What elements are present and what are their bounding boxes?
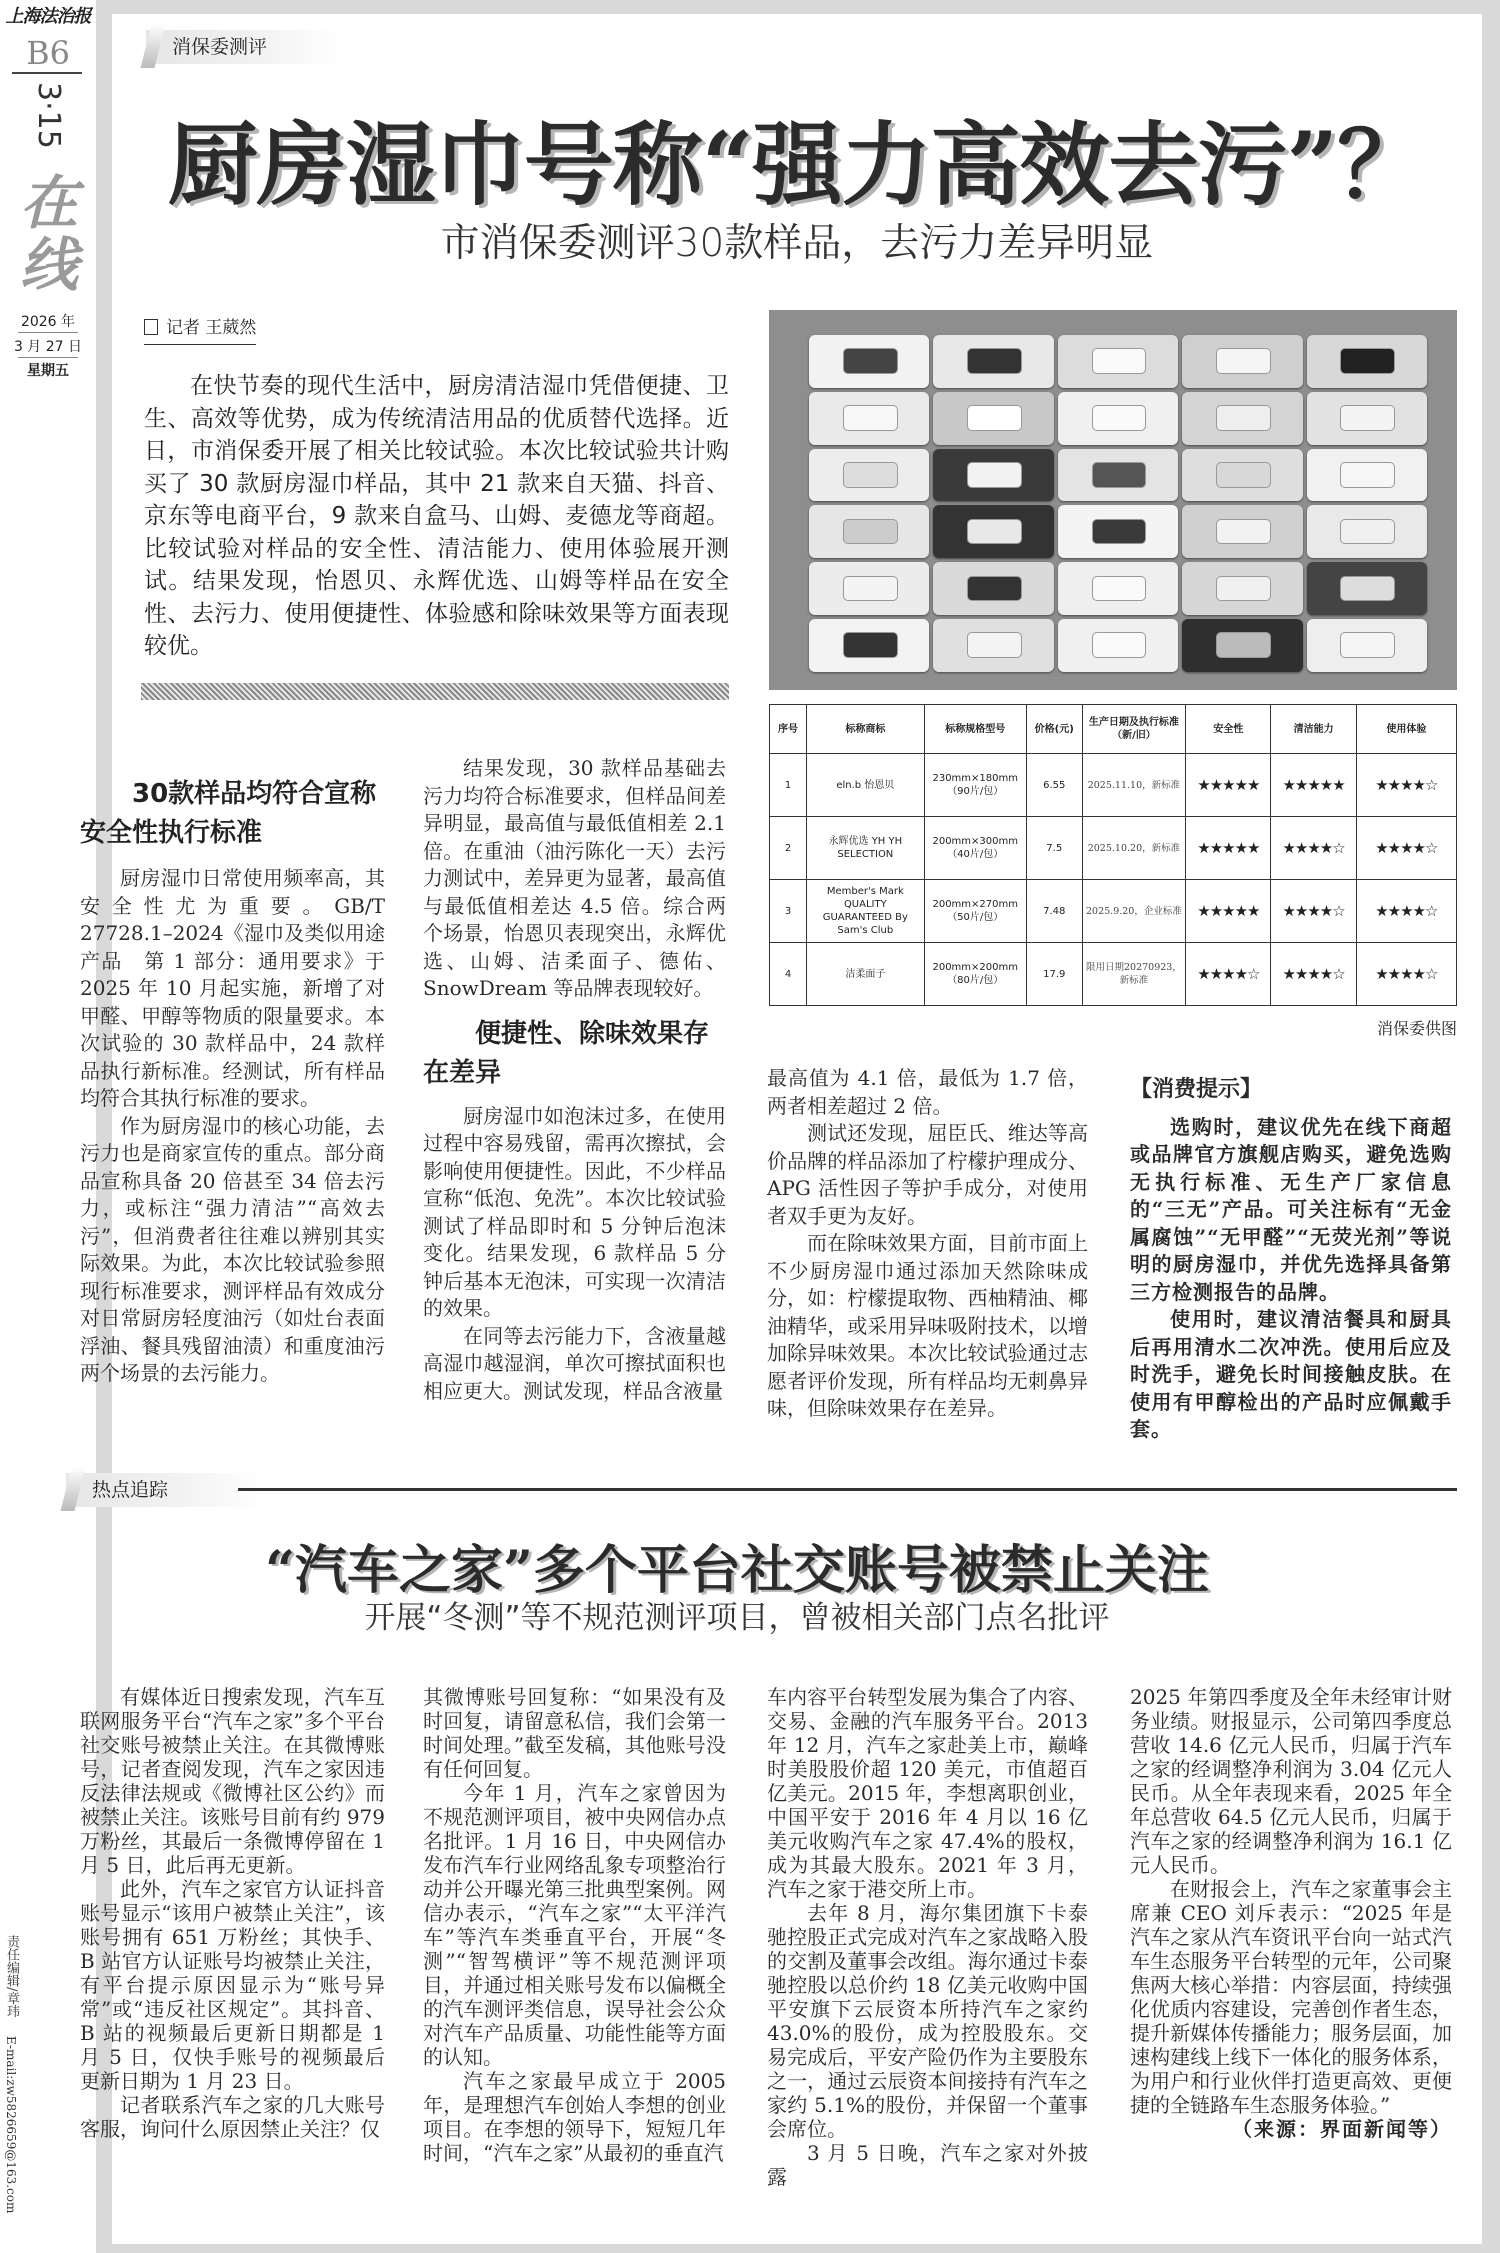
- weekday: 星期五: [27, 363, 69, 379]
- wipes-package: [933, 619, 1053, 672]
- paragraph: 其微博账号回复称：“如果没有及时回复，请留意私信，我们会第一时间处理。”截至发稿，其他账号没有任何回复。: [423, 1685, 726, 1781]
- brand-cell: eln.b 怡恩贝: [807, 754, 924, 817]
- package-lid: [1216, 576, 1271, 602]
- brand-cell: Member's Mark QUALITY GUARANTEED By Sam's Club: [807, 880, 924, 943]
- package-lid: [1092, 462, 1147, 488]
- wipes-package: [1058, 505, 1178, 558]
- wipes-package: [809, 505, 929, 558]
- cleaning-rating-stars: ★★★★★: [1271, 754, 1356, 817]
- article1-column-2: [423, 755, 726, 1405]
- divider: [18, 332, 78, 333]
- package-lid: [1340, 405, 1395, 431]
- table-header-cell: 序号: [770, 705, 807, 754]
- cleaning-rating-stars: ★★★★☆: [1271, 817, 1356, 880]
- wipes-package: [1182, 619, 1302, 672]
- editor-email: E-mail:zw5826659@163.com: [4, 2035, 18, 2213]
- table-header-row: [770, 705, 1457, 754]
- package-lid: [967, 519, 1022, 545]
- package-lid: [1216, 632, 1271, 658]
- paragraph: 车内容平台转型发展为集合了内容、交易、金融的汽车服务平台。2013 年 12 月，汽车之家赴美上市，巅峰时美股股价超 120 美元，市值超百亿美元。2015 年，李想离职创业，中国平安于 2016 年 4 月以 16 亿美元收购汽车之家 47.4%的股权，成为其最大股东。2021 年 3 月，汽车之家于港交所上市。: [767, 1685, 1088, 1901]
- table-header-cell: 价格(元): [1026, 705, 1082, 754]
- row-number: 2: [770, 817, 807, 880]
- row-number: 4: [770, 943, 807, 1006]
- subheading: 安全性执行标准: [80, 818, 263, 848]
- wipes-package: [1182, 505, 1302, 558]
- paragraph: 选购时，建议优先在线下商超或品牌官方旗舰店购买，避免选购无执行标准、无生产厂家信息的“三无”产品。可关注标有“无金属腐蚀”“无甲醛”“无荧光剂”等说明的厨房湿巾，并优先选择具备第三方检测报告的品牌。: [1130, 1114, 1452, 1304]
- brand-cell: 洁柔面子: [807, 943, 924, 1006]
- package-lid: [967, 462, 1022, 488]
- spec-cell: 200mm×270mm（50片/包）: [924, 880, 1026, 943]
- date-standard-cell: 2025.9.20，企业标准: [1082, 880, 1186, 943]
- package-lid: [1092, 632, 1147, 658]
- table-header-cell: 安全性: [1186, 705, 1271, 754]
- experience-rating-stars: ★★★★☆: [1356, 817, 1456, 880]
- paragraph: 在财报会上，汽车之家董事会主席兼 CEO 刘斥表示：“2025 年是汽车之家从汽车资讯平台向一站式汽车生态服务平台转型的元年，公司聚焦两大核心举措：内容层面，持续强化优质内容建设，完善创作者生态，提升新媒体传播能力；服务层面，加速构建线上线下一体化的服务体系，为用户和行业伙伴打造更高效、更便捷的全链路车生态服务体验。”: [1130, 1877, 1452, 2117]
- wipes-package: [1307, 335, 1427, 388]
- article1-column-1: [80, 775, 385, 1388]
- intro-paragraph: 在快节奏的现代生活中，厨房清洁湿巾凭借便捷、卫生、高效等优势，成为传统清洁用品的优质替代选择。近日，市消保委开展了相关比较试验。本次比较试验共计购买了 30 款厨房湿巾样品，其中 21 款来自天猫、抖音、京东等电商平台，9 款来自盒马、山姆、麦德龙等商超。比较试验对样品的安全性、清洁能力、使用体验展开测试。结果发现，怡恩贝、永辉优选、山姆等样品在安全性、去污力、使用便捷性、体验感和除味效果等方面表现较优。: [144, 373, 729, 659]
- wipes-package: [933, 392, 1053, 445]
- package-lid: [967, 576, 1022, 602]
- package-lid: [843, 405, 898, 431]
- package-lid: [843, 348, 898, 374]
- wipes-package: [1182, 449, 1302, 502]
- table-row: [770, 880, 1457, 943]
- wipes-package: [1182, 392, 1302, 445]
- wipes-package: [1058, 619, 1178, 672]
- subheading: 便捷性、除味效果存: [475, 1018, 710, 1049]
- package-lid: [843, 462, 898, 488]
- price-cell: 6.55: [1026, 754, 1082, 817]
- package-lid: [843, 576, 898, 602]
- newspaper-logo: 上海法治报: [5, 6, 91, 27]
- wipes-package: [1307, 505, 1427, 558]
- wipes-package: [933, 449, 1053, 502]
- article1-column-3: [767, 1065, 1088, 1423]
- spec-cell: 230mm×180mm（90片/包）: [924, 754, 1026, 817]
- safety-rating-stars: ★★★★★: [1186, 754, 1271, 817]
- section-tag: 消保委测评: [146, 30, 342, 64]
- date-day: 3 月 27 日: [13, 339, 83, 355]
- divider: [18, 357, 78, 358]
- paragraph: 3 月 5 日晚，汽车之家对外披露: [767, 2141, 1088, 2189]
- package-lid: [1092, 348, 1147, 374]
- package-lid: [1092, 405, 1147, 431]
- byline-text: 记者 王葳然: [166, 318, 257, 338]
- product-photo: [769, 310, 1457, 690]
- subheadline: 开展“冬测”等不规范测评项目，曾被相关部门点名批评: [364, 1600, 1110, 1636]
- safety-rating-stars: ★★★★☆: [1186, 943, 1271, 1006]
- package-lid: [843, 632, 898, 658]
- paragraph: 厨房湿巾如泡沫过多，在使用过程中容易残留，需再次擦拭，会影响使用便捷性。因此，不少样品宣称“低泡、免洗”。本次比较试验测试了样品即时和 5 分钟后泡沫变化。结果发现，6 款样品 5 分钟后基本无泡沫，可实现一次清洁的效果。: [423, 1103, 726, 1320]
- paragraph: 而在除味效果方面，目前市面上不少厨房湿巾通过添加天然除味成分，如：柠檬提取物、西柚精油、椰油精华，或采用异味吸附技术，以增加除异味效果。本次比较试验通过志愿者评价发现，所有样品均无刺鼻异味，但除味效果存在差异。: [767, 1231, 1088, 1420]
- paragraph: 使用时，建议清洁餐具和厨具后再用清水二次冲洗。使用后应及时洗手，避免长时间接触皮肤。在使用有甲醇检出的产品时应佩戴手套。: [1130, 1307, 1452, 1441]
- experience-rating-stars: ★★★★☆: [1356, 880, 1456, 943]
- wipes-package: [1182, 335, 1302, 388]
- paragraph: 汽车之家最早成立于 2005 年，是理想汽车创始人李想的创业项目。在李想的领导下，短短几年时间，“汽车之家”从最初的垂直汽: [423, 2069, 726, 2165]
- section-315: 3·15: [31, 82, 66, 149]
- subheadline: 市消保委测评30款样品，去污力差异明显: [440, 221, 1154, 266]
- safety-rating-stars: ★★★★★: [1186, 880, 1271, 943]
- wipes-package: [933, 505, 1053, 558]
- paragraph: 厨房湿巾日常使用频率高，其安全性尤为重要。GB/T 27728.1–2024《湿巾及类似用途产品 第 1 部分：通用要求》于 2025 年 10 月起实施，新增了对甲醛、甲醇等物质的限量要求。本次试验的 30 款样品中，24 款样品执行新标准。经测试，所有样品均符合其执行标准的要求。: [80, 866, 385, 1110]
- comparison-table: [769, 704, 1457, 1006]
- paragraph: 2025 年第四季度及全年未经审计财务业绩。财报显示，公司第四季度总营收 14.6 亿元人民币，归属于汽车之家的经调整净利润为 3.04 亿元人民币。从全年表现来看，2025 年全年总营收 64.5 亿元人民币，归属于汽车之家的经调整净利润为 16.1 亿元人民币。: [1130, 1685, 1452, 1877]
- wipes-package: [933, 335, 1053, 388]
- cleaning-rating-stars: ★★★★☆: [1271, 880, 1356, 943]
- paragraph: 此外，汽车之家官方认证抖音账号显示“该用户被禁止关注”，该账号拥有 651 万粉丝；其快手、B 站官方认证账号均被禁止关注，有平台提示原因显示为“账号异常”或“违反社区规定”。其抖音、B 站的视频最后更新日期都是 1 月 5 日，仅快手账号的视频最后更新日期为 1 月 23 日。: [80, 1877, 385, 2093]
- package-lid: [1340, 519, 1395, 545]
- package-lid: [1216, 348, 1271, 374]
- experience-rating-stars: ★★★★☆: [1356, 943, 1456, 1006]
- date-standard-cell: 2025.11.10，新标准: [1082, 754, 1186, 817]
- headline: “汽车之家”多个平台社交账号被禁止关注: [265, 1540, 1209, 1601]
- wipes-package: [1307, 392, 1427, 445]
- wipes-package: [1058, 562, 1178, 615]
- subheading: 在差异: [423, 1057, 502, 1088]
- wipes-package: [809, 619, 929, 672]
- section-online: 在线: [19, 169, 78, 299]
- wipes-package: [1307, 449, 1427, 502]
- paragraph: 测试还发现，屈臣氏、维达等高价品牌的样品添加了柠檬护理成分、APG 活性因子等护手成分，对使用者双手更为友好。: [767, 1121, 1088, 1228]
- wipes-package: [1058, 392, 1178, 445]
- page-number: B6: [26, 34, 70, 72]
- article2-column-2: [423, 1685, 726, 2165]
- package-lid: [1340, 632, 1395, 658]
- package-lid: [967, 632, 1022, 658]
- article2-column-3: [767, 1685, 1088, 2189]
- price-cell: 7.5: [1026, 817, 1082, 880]
- spec-cell: 200mm×300mm（40片/包）: [924, 817, 1026, 880]
- wipes-package: [809, 449, 929, 502]
- brand-cell: 永辉优选 YH YH SELECTION: [807, 817, 924, 880]
- divider: [12, 72, 82, 74]
- paragraph: 有媒体近日搜索发现，汽车互联网服务平台“汽车之家”多个平台社交账号被禁止关注。在其微博账号，记者查阅发现，汽车之家因违反法律法规或《微博社区公约》而被禁止关注。该账号目前有约 979 万粉丝，其最后一条微博停留在 1 月 5 日，此后再无更新。: [80, 1685, 385, 1877]
- date-year: 2026 年: [20, 314, 76, 330]
- section-rule: [238, 1488, 1457, 1491]
- wipes-package: [1058, 335, 1178, 388]
- package-lid: [967, 348, 1022, 374]
- safety-rating-stars: ★★★★★: [1186, 817, 1271, 880]
- paragraph: 结果发现，30 款样品基础去污力均符合标准要求，但样品间差异明显，最高值与最低值相差 2.1 倍。在重油（油污陈化一天）去污力测试中，差异更为显著，最高值与最低值相差达 4.5 倍。综合两个场景，怡恩贝表现突出，永辉优选、山姆、洁柔面子、德佑、SnowDream 等品牌表现较好。: [423, 756, 726, 1000]
- package-lid: [1092, 576, 1147, 602]
- package-lid: [967, 405, 1022, 431]
- article2-column-4: [1130, 1685, 1452, 2141]
- wipes-package: [809, 562, 929, 615]
- package-lid: [1216, 405, 1271, 431]
- tips-title: 【消费提示】: [1130, 1077, 1263, 1102]
- package-lid: [1216, 519, 1271, 545]
- section-tag: 热点追踪: [66, 1473, 264, 1507]
- table-header-cell: 标称商标: [807, 705, 924, 754]
- row-number: 3: [770, 880, 807, 943]
- package-lid: [1216, 462, 1271, 488]
- table-row: [770, 754, 1457, 817]
- paragraph: 记者联系汽车之家的几大账号客服，询问什么原因禁止关注？仅: [80, 2093, 385, 2141]
- date-standard-cell: 限用日期20270923，新标准: [1082, 943, 1186, 1006]
- paragraph: 最高值为 4.1 倍，最低为 1.7 倍，两者相差超过 2 倍。: [767, 1066, 1088, 1118]
- table-header-cell: 生产日期及执行标准（新/旧）: [1082, 705, 1186, 754]
- article2-column-1: [80, 1685, 385, 2141]
- source-credit: （来源：界面新闻等）: [1232, 2117, 1452, 2141]
- wipes-package: [1307, 562, 1427, 615]
- hatched-divider: [141, 683, 729, 700]
- headline: 厨房湿巾号称“强力高效去污”？: [167, 112, 1427, 218]
- subheading: 30款样品均符合宣称: [132, 779, 377, 809]
- byline: [144, 313, 256, 345]
- package-lid: [1092, 519, 1147, 545]
- paragraph: 去年 8 月，海尔集团旗下卡泰驰控股正式完成对汽车之家战略入股的交割及董事会改组。海尔通过卡泰驰控股以总价约 18 亿美元收购中国平安旗下云辰资本所持汽车之家约 43.0%的股份，成为控股股东。交易完成后，平安产险仍作为主要股东之一，通过云辰资本间接持有汽车之家约 5.1%的股份，并保留一个董事会席位。: [767, 1901, 1088, 2141]
- paragraph: 作为厨房湿巾的核心功能，去污力也是商家宣传的重点。部分商品宣称具备 20 倍甚至 34 倍去污力，或标注“强力清洁”“高效去污”，但消费者往往难以辨别其实际效果。为此，本次比较试验参照现行标准要求，测评样品有效成分对日常厨房轻度油污（如灶台表面浮油、餐具残留油渍）和重度油污两个场景的去污能力。: [80, 1113, 385, 1385]
- table-header-cell: 清洁能力: [1271, 705, 1356, 754]
- row-number: 1: [770, 754, 807, 817]
- spec-cell: 200mm×200mm（80片/包）: [924, 943, 1026, 1006]
- package-lid: [1340, 462, 1395, 488]
- byline-box-icon: [144, 319, 158, 335]
- table-header-cell: 标称规格型号: [924, 705, 1026, 754]
- package-lid: [843, 519, 898, 545]
- price-cell: 7.48: [1026, 880, 1082, 943]
- package-lid: [1340, 348, 1395, 374]
- experience-rating-stars: ★★★★☆: [1356, 754, 1456, 817]
- editor-credit: [2, 1935, 20, 2213]
- paragraph: 在同等去污能力下，含液量越高湿巾越湿润，单次可擦拭面积也相应更大。测试发现，样品含液量: [423, 1323, 726, 1403]
- paragraph: 今年 1 月，汽车之家曾因为不规范测评项目，被中央网信办点名批评。1 月 16 日，中央网信办发布汽车行业网络乱象专项整治行动并公开曝光第三批典型案例。网信办表示，“汽车之家”“太平洋汽车”等汽车类垂直平台，开展“冬测”“智驾横评”等不规范测评项目，并通过相关账号发布以偏概全的汽车测评类信息，误导社会公众对汽车产品质量、功能性能等方面的认知。: [423, 1781, 726, 2069]
- wipes-package: [1182, 562, 1302, 615]
- photo-credit: 消保委供图: [1376, 1019, 1457, 1038]
- cleaning-rating-stars: ★★★★☆: [1271, 943, 1356, 1006]
- wipes-package: [1307, 619, 1427, 672]
- wipes-package: [1058, 449, 1178, 502]
- date-standard-cell: 2025.10.20，新标准: [1082, 817, 1186, 880]
- package-lid: [1340, 576, 1395, 602]
- table-row: [770, 943, 1457, 1006]
- table-row: [770, 817, 1457, 880]
- consumer-tips-box: [1130, 1076, 1452, 1444]
- table-header-cell: 使用体验: [1356, 705, 1456, 754]
- wipes-package: [809, 392, 929, 445]
- price-cell: 17.9: [1026, 943, 1082, 1006]
- editor-name: 责任编辑/章玮: [4, 1935, 19, 2018]
- wipes-package: [933, 562, 1053, 615]
- wipes-package: [809, 335, 929, 388]
